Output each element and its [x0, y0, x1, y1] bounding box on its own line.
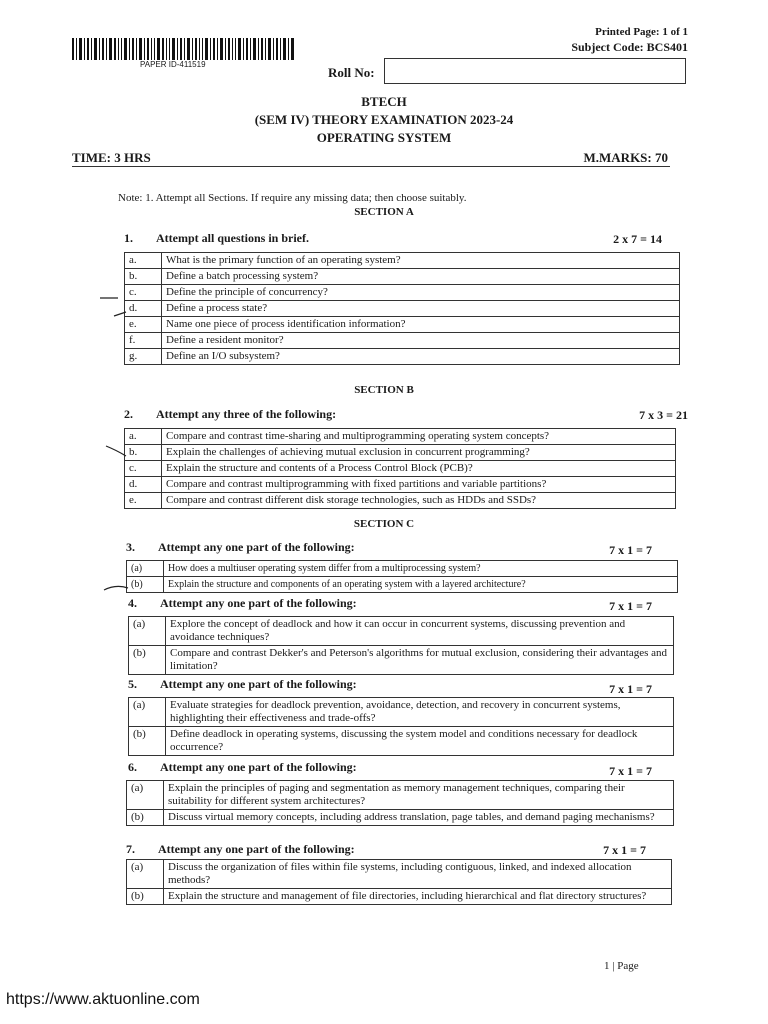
row-text: Define a resident monitor?	[162, 333, 680, 349]
row-label: (a)	[127, 860, 164, 889]
table-row	[125, 429, 676, 445]
row-label: (a)	[127, 781, 164, 810]
q1-instruction: Attempt all questions in brief.	[156, 231, 309, 245]
row-label: f.	[125, 333, 162, 349]
q3-instruction: Attempt any one part of the following:	[158, 540, 355, 554]
row-text: Explain the structure and components of an operating system with a layered architecture?	[164, 577, 678, 593]
q4-number: 4.	[128, 596, 137, 610]
q3-table	[126, 560, 678, 593]
q2-number: 2.	[124, 407, 133, 421]
q4-table	[128, 616, 674, 675]
row-label: (a)	[129, 698, 166, 727]
section-a-title: SECTION A	[354, 206, 414, 218]
row-text: Define deadlock in operating systems, discussing the system model and conditions necessary for deadlock occurrence?	[166, 727, 674, 756]
pen-marks	[96, 286, 136, 626]
section-c-title: SECTION C	[353, 518, 415, 530]
q5-marks: 7 x 1 = 7	[609, 682, 652, 696]
table-row	[129, 646, 674, 675]
table-row	[129, 698, 674, 727]
table-row	[125, 477, 676, 493]
row-text: How does a multiuser operating system differ from a multiprocessing system?	[164, 561, 678, 577]
row-label: (b)	[129, 727, 166, 756]
q6-number: 6.	[128, 760, 137, 774]
q3-number: 3.	[126, 540, 135, 554]
row-label: b.	[125, 269, 162, 285]
q5-number: 5.	[128, 677, 137, 691]
q1-number: 1.	[124, 231, 133, 245]
page-number: 1 | Page	[604, 960, 639, 972]
row-label: a.	[125, 429, 162, 445]
row-label: (b)	[127, 889, 164, 905]
table-row	[125, 301, 680, 317]
section-b-title: SECTION B	[354, 384, 414, 396]
q3-heading	[126, 540, 355, 555]
row-label: c.	[125, 285, 162, 301]
table-row	[127, 889, 672, 905]
table-row	[125, 253, 680, 269]
table-row	[125, 317, 680, 333]
header-divider	[72, 166, 670, 167]
row-label: d.	[125, 301, 162, 317]
row-label: (b)	[127, 577, 164, 593]
roll-no-box[interactable]	[384, 58, 686, 84]
row-text: Evaluate strategies for deadlock prevention, avoidance, detection, and recovery in concurrent systems, highlighting their effectiveness and trade-offs?	[166, 698, 674, 727]
row-text: Compare and contrast different disk storage technologies, such as HDDs and SSDs?	[162, 493, 676, 509]
row-text: Define a batch processing system?	[162, 269, 680, 285]
row-label: a.	[125, 253, 162, 269]
exam-title: (SEM IV) THEORY EXAMINATION 2023-24	[254, 112, 514, 127]
table-row	[125, 493, 676, 509]
q7-table	[126, 859, 672, 905]
table-row	[129, 727, 674, 756]
table-row	[127, 810, 674, 826]
q6-heading	[128, 760, 357, 775]
table-row	[127, 561, 678, 577]
q5-instruction: Attempt any one part of the following:	[160, 677, 357, 691]
q2-table	[124, 428, 676, 509]
table-row	[125, 445, 676, 461]
row-text: Explain the challenges of achieving mutual exclusion in concurrent programming?	[162, 445, 676, 461]
row-label: (b)	[127, 810, 164, 826]
table-row	[127, 860, 672, 889]
row-label: (b)	[129, 646, 166, 675]
roll-no-label: Roll No:	[328, 65, 375, 80]
barcode-graphic	[72, 38, 294, 60]
table-row	[127, 781, 674, 810]
table-row	[125, 333, 680, 349]
table-row	[125, 461, 676, 477]
row-text: Compare and contrast time-sharing and multiprogramming operating system concepts?	[162, 429, 676, 445]
row-label: e.	[125, 317, 162, 333]
row-label: e.	[125, 493, 162, 509]
q7-number: 7.	[126, 842, 135, 856]
table-row	[125, 285, 680, 301]
row-text: Explore the concept of deadlock and how it can occur in concurrent systems, discussing prevention and avoidance techniques?	[166, 617, 674, 646]
row-text: Discuss virtual memory concepts, including address translation, page tables, and demand paging mechanisms?	[164, 810, 674, 826]
q5-heading	[128, 677, 357, 692]
row-label: g.	[125, 349, 162, 365]
row-text: Define a process state?	[162, 301, 680, 317]
printed-page: Printed Page: 1 of 1	[595, 26, 688, 38]
q1-table	[124, 252, 680, 365]
q4-marks: 7 x 1 = 7	[609, 599, 652, 613]
q6-marks: 7 x 1 = 7	[609, 764, 652, 778]
q1-heading	[124, 231, 309, 246]
table-row	[125, 269, 680, 285]
q7-heading	[126, 842, 355, 857]
table-row	[129, 617, 674, 646]
q1-marks: 2 x 7 = 14	[613, 232, 662, 246]
q2-marks: 7 x 3 = 21	[639, 408, 688, 422]
q6-instruction: Attempt any one part of the following:	[160, 760, 357, 774]
row-label: b.	[125, 445, 162, 461]
instruction-note: Note: 1. Attempt all Sections. If require any missing data; then choose suitably.	[118, 192, 467, 204]
row-label: (a)	[129, 617, 166, 646]
row-text: Explain the structure and management of file directories, including hierarchical and flat directory structures?	[164, 889, 672, 905]
q5-table	[128, 697, 674, 756]
row-text: What is the primary function of an operating system?	[162, 253, 680, 269]
course-title: OPERATING SYSTEM	[316, 130, 452, 145]
q7-instruction: Attempt any one part of the following:	[158, 842, 355, 856]
max-marks-label: M.MARKS: 70	[583, 150, 668, 165]
q2-heading	[124, 407, 336, 422]
q6-table	[126, 780, 674, 826]
q2-instruction: Attempt any three of the following:	[156, 407, 337, 421]
table-row	[125, 349, 680, 365]
row-text: Explain the principles of paging and segmentation as memory management techniques, comparing their suitability for different system architectures?	[164, 781, 674, 810]
row-text: Define the principle of concurrency?	[162, 285, 680, 301]
row-text: Compare and contrast Dekker's and Peterson's algorithms for mutual exclusion, considering their advantages and limitation?	[166, 646, 674, 675]
q3-marks: 7 x 1 = 7	[609, 543, 652, 557]
row-label: c.	[125, 461, 162, 477]
degree-title: BTECH	[361, 94, 407, 109]
row-label: (a)	[127, 561, 164, 577]
q4-heading	[128, 596, 357, 611]
row-text: Name one piece of process identification information?	[162, 317, 680, 333]
row-label: d.	[125, 477, 162, 493]
table-row	[127, 577, 678, 593]
row-text: Compare and contrast multiprogramming with fixed partitions and variable partitions?	[162, 477, 676, 493]
time-label: TIME: 3 HRS	[72, 150, 151, 165]
paper-id: PAPER ID-411519	[140, 60, 206, 69]
row-text: Define an I/O subsystem?	[162, 349, 680, 365]
q7-marks: 7 x 1 = 7	[603, 843, 646, 857]
source-url[interactable]: https://www.aktuonline.com	[6, 991, 200, 1008]
row-text: Discuss the organization of files within file systems, including contiguous, linked, and indexed allocation methods?	[164, 860, 672, 889]
row-text: Explain the structure and contents of a Process Control Block (PCB)?	[162, 461, 676, 477]
q4-instruction: Attempt any one part of the following:	[160, 596, 357, 610]
subject-code: Subject Code: BCS401	[571, 40, 688, 54]
